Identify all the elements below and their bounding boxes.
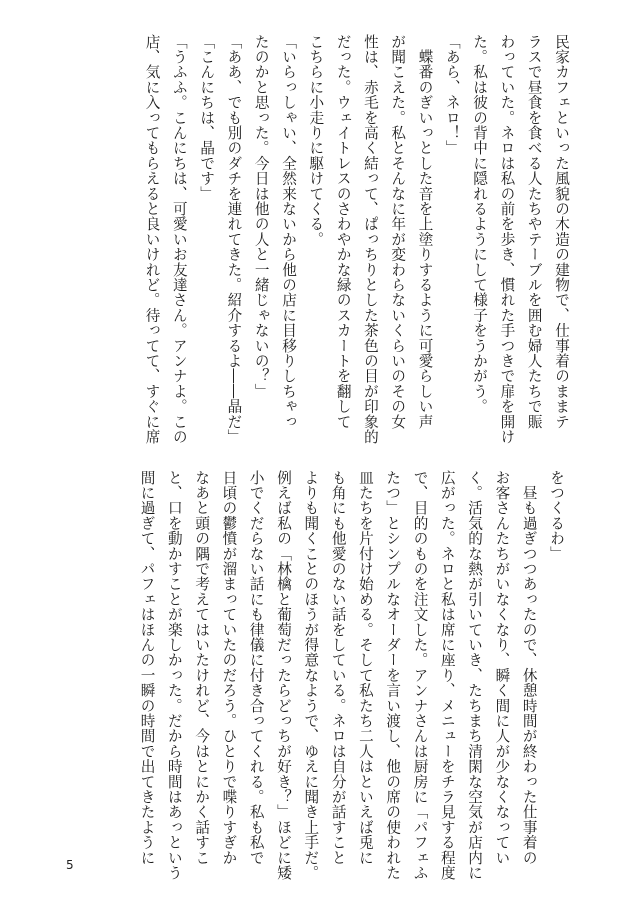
text-line: 「ああ、でも別のダチを連れてきた。紹介するよ――晶だ」: [225, 34, 243, 445]
text-line: が聞こえた。私とそんなに年が変わらないくらいのその女: [389, 34, 407, 430]
text-line: をつくるわ」: [548, 470, 565, 562]
text-line: 広がった。ネロと私は席に座り、メニューをチラ見する程度: [438, 470, 456, 881]
text-line: 日頃の鬱憤が溜まっていたのだろう。ひとりで喋りすぎか: [220, 470, 238, 866]
text-line: 性は、赤毛を高く結って、ぱっちりとした茶色の目が印象的: [361, 34, 379, 445]
text-line: 昼も過ぎつつあったので、休憩時間が終わった仕事着の: [520, 470, 538, 866]
text-line: たのかと思った。今日は他の人と一緒じゃないの？」: [252, 34, 270, 399]
text-line: 蝶番のぎいっとした音を上塗りするように可愛らしい声: [416, 34, 434, 430]
text-line: 店、気に入ってもらえると良いけれど。待ってて、すぐに席: [143, 34, 161, 445]
text-line: く。活気的な熱が引いていき、たちまち清閑な空気が店内に: [466, 470, 484, 881]
text-line: 皿たちを片付け始める。そして私たち二人はといえば兎に: [356, 470, 374, 866]
text-line: た。私は彼の背中に隠れるようにして様子をうかがう。: [471, 34, 489, 414]
text-line: 「うふふ。こんにちは、可愛いお友達さん。アンナよ。この: [170, 34, 188, 445]
text-line: 「あら、ネロ！」: [443, 34, 461, 156]
text-block-lower: [133, 470, 570, 881]
text-line: ラスで昼食を食べる人たちやテーブルを囲む婦人たちで賑: [525, 34, 543, 430]
text-line: こちらに小走りに駆けてくる。: [307, 34, 325, 247]
text-line: だった。ウェイトレスのさわやかな緑のスカートを翻して: [334, 34, 352, 430]
text-line: わっていた。ネロは私の前を歩き、慣れた手つきで扉を開け: [498, 34, 516, 445]
text-line: 民家カフェといった風貌の木造の建物で、仕事着のままテ: [553, 34, 570, 430]
text-block-upper: [138, 34, 575, 445]
text-line: 「いらっしゃい、全然来ないから他の店に目移りしちゃっ: [280, 34, 298, 430]
text-line: と、口を動かすことが楽しかった。だから時間はあっという: [165, 470, 183, 881]
text-line: 例えば私の「林檎と葡萄だったらどっちが好き？」ほどに矮: [275, 470, 293, 881]
text-line: 「こんにちは、晶です」: [198, 34, 216, 202]
text-line: なあと頭の隅で考えてはいたけれど、今はとにかく話すこ: [193, 470, 211, 866]
text-line: よりも聞くことのほうが得意なようで、ゆえに聞き上手だ。: [302, 470, 320, 881]
text-line: 間に過ぎて、パフェはほんの一瞬の時間で出てきたように: [138, 470, 156, 866]
text-line: 小でくだらない話にも律儀に付き合ってくれる。私も私で: [247, 470, 265, 866]
text-line: で、目的のものを注文した。アンナさんは厨房に「パフェふ: [411, 470, 429, 881]
text-line: お客さんたちがいなくなり、瞬く間に人が少なくなってい: [493, 470, 511, 866]
text-line: たつ」とシンプルなオーダーを言い渡し、他の席の使われた: [384, 470, 402, 881]
page-number: 5: [66, 858, 74, 872]
text-line: も角にも他愛のない話をしている。ネロは自分が話すこと: [329, 470, 347, 866]
